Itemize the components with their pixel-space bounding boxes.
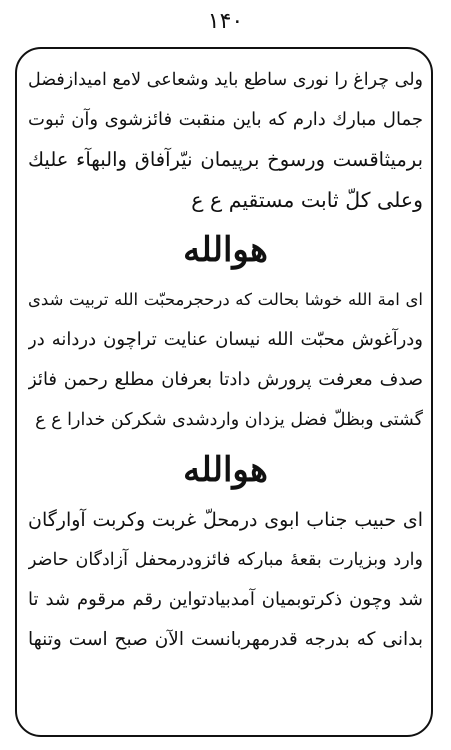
tablet-section-two <box>28 280 423 440</box>
text-line: ولی چراغ را نوری ساطع باید وشعاعی لامع امیدازفضل <box>28 70 423 90</box>
text-line: ای حبیب جناب ابوی درمحلّ غربت وکربت آوارگان <box>28 509 423 531</box>
tablet-section-three <box>28 500 423 660</box>
text-line: بدانی که بدرجه قدرمهربانست الآن صبح است وتنها <box>28 629 423 650</box>
page-number: ۱۴۰ <box>207 9 244 34</box>
invocation-heading: هوالله <box>183 230 268 270</box>
text-line: ودرآغوش محبّت الله نیسان عنایت تراچون دردانه در <box>28 329 423 350</box>
tablet-text-body <box>28 60 423 660</box>
invocation-heading: هوالله <box>183 450 268 490</box>
text-line: صدف معرفت پرورش دادتا بعرفان مطلع رحمن فائز <box>28 369 423 390</box>
tablet-section-one <box>28 60 423 220</box>
text-line: گشتی وبظلّ فضل یزدان واردشدی شکرکن خدارا ع ع <box>35 410 423 430</box>
text-line: وارد وبزیارت بقعهٔ مبارکه فائزودرمحفل آزادگان حاضر <box>28 550 423 570</box>
text-line: شد وچون ذکرتوبمیان آمدبیادتواین رقم مرقوم شد تا <box>28 589 423 610</box>
text-line: ای امة الله خوشا بحالت که درحجرمحبّت الله تربیت شدی <box>28 290 423 309</box>
text-line: وعلی کلّ ثابت مستقیم ع ع <box>191 188 423 212</box>
text-line: برمیثاقست ورسوخ برپیمان نیّرآفاق والبهآء علیك <box>28 148 423 171</box>
text-line: جمال مبارك دارم که باین منقبت فائزشوی وآن ثبوت <box>28 109 423 130</box>
